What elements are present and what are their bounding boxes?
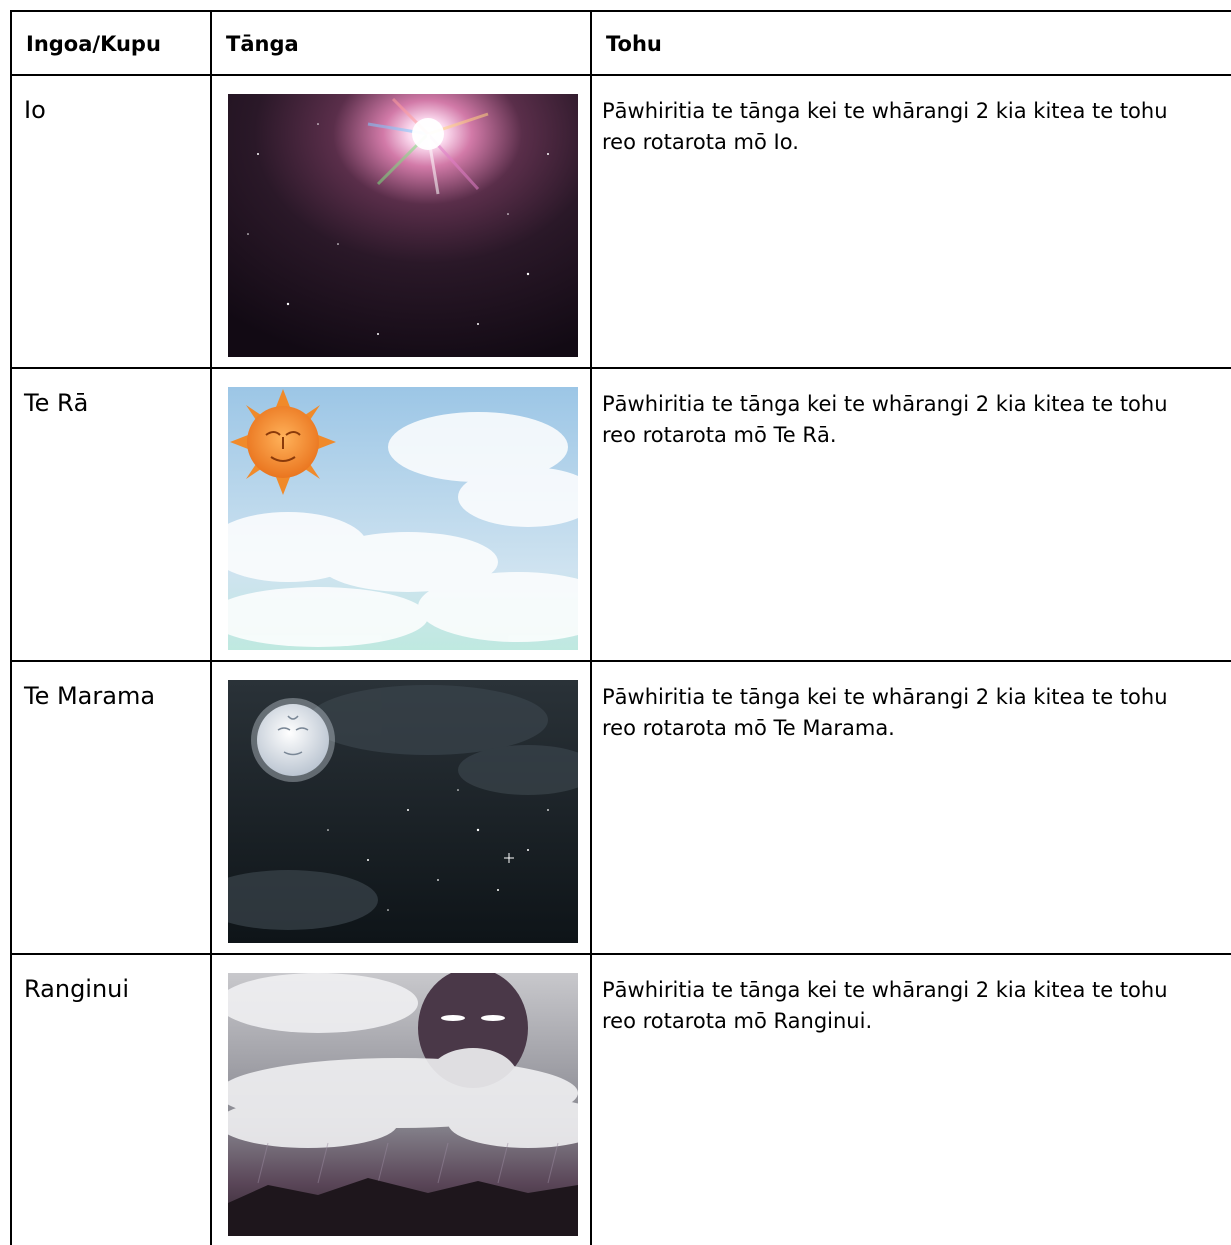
table-row [11, 661, 1231, 954]
row-description: Pāwhiritia te tānga kei te whārangi 2 kia kitea te tohu reo rotarota mō Te Rā. [591, 368, 1231, 661]
ranginui-sky-father-image[interactable] [228, 973, 578, 1236]
te-marama-moon-face-image[interactable] [228, 680, 578, 943]
row-image-cell [211, 954, 591, 1245]
row-name: Te Rā [11, 368, 211, 661]
header-row [11, 11, 1231, 75]
row-image-cell [211, 661, 591, 954]
table-row [11, 75, 1231, 368]
row-description: Pāwhiritia te tānga kei te whārangi 2 kia kitea te tohu reo rotarota mō Ranginui. [591, 954, 1231, 1245]
header-description: Tohu [591, 11, 1231, 75]
table-row [11, 954, 1231, 1245]
row-name: Io [11, 75, 211, 368]
row-image-cell [211, 368, 591, 661]
te-ra-sun-face-image[interactable] [228, 387, 578, 650]
row-image-cell [211, 75, 591, 368]
header-image: Tānga [211, 11, 591, 75]
table-row [11, 368, 1231, 661]
header-name: Ingoa/Kupu [11, 11, 211, 75]
row-description: Pāwhiritia te tānga kei te whārangi 2 kia kitea te tohu reo rotarota mō Te Marama. [591, 661, 1231, 954]
row-name: Te Marama [11, 661, 211, 954]
io-light-burst-image[interactable] [228, 94, 578, 357]
content-table [10, 10, 1231, 1245]
row-description: Pāwhiritia te tānga kei te whārangi 2 kia kitea te tohu reo rotarota mō Io. [591, 75, 1231, 368]
row-name: Ranginui [11, 954, 211, 1245]
